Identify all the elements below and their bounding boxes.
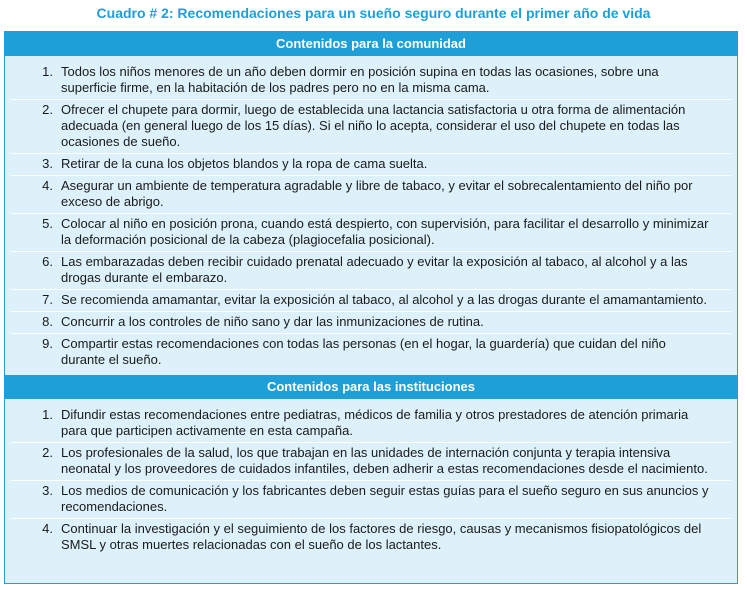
item-number: 7. <box>42 292 53 307</box>
item-text: Concurrir a los controles de niño sano y dar las inmunizaciones de rutina. <box>61 314 484 329</box>
item-number: 1. <box>42 407 53 422</box>
section-heading-community: Contenidos para la comunidad <box>5 32 737 56</box>
list-item <box>11 176 731 214</box>
list-item <box>11 62 731 100</box>
item-text: Ofrecer el chupete para dormir, luego de establecida una lactancia satisfactoria u otra forma de alimentación adecuada (en general luego de los 15 días). Si el niño lo acepta, considerar el uso del chupete en todas las ocasiones de sueño. <box>61 102 686 149</box>
list-item <box>11 100 731 154</box>
item-number: 4. <box>42 521 53 536</box>
item-text: Difundir estas recomendaciones entre pediatras, médicos de familia y otros prestadores de atención primaria para que participen activamente en esta campaña. <box>61 407 689 438</box>
item-number: 4. <box>42 178 53 193</box>
item-text: Las embarazadas deben recibir cuidado prenatal adecuado y evitar la exposición al tabaco, al alcohol y a las drogas durante el embarazo. <box>61 254 688 285</box>
list-item <box>11 405 731 443</box>
item-number: 2. <box>42 445 53 460</box>
item-text: Compartir estas recomendaciones con todas las personas (en el hogar, la guardería) que cuidan del niño durante el sueño. <box>61 336 666 367</box>
item-number: 6. <box>42 254 53 269</box>
item-text: Continuar la investigación y el seguimiento de los factores de riesgo, causas y mecanismos fisiopatológicos del SMSL y otras muertes relacionadas con el sueño de los lactantes. <box>61 521 702 552</box>
list-item <box>11 252 731 290</box>
item-text: Colocar al niño en posición prona, cuando está despierto, con supervisión, para facilitar el desarrollo y minimizar la deformación posicional de la cabeza (plagiocefalia posicional). <box>61 216 709 247</box>
item-number: 5. <box>42 216 53 231</box>
list-item <box>11 312 731 334</box>
list-item <box>11 443 731 481</box>
list-item <box>11 290 731 312</box>
institutions-list <box>5 399 737 560</box>
item-number: 9. <box>42 336 53 351</box>
item-number: 3. <box>42 156 53 171</box>
list-item <box>11 481 731 519</box>
item-text: Retirar de la cuna los objetos blandos y la ropa de cama suelta. <box>61 156 428 171</box>
item-text: Los medios de comunicación y los fabricantes deben seguir estas guías para el sueño seguro en sus anuncios y recomendaciones. <box>61 483 709 514</box>
item-number: 1. <box>42 64 53 79</box>
list-item <box>11 154 731 176</box>
table-title: Cuadro # 2: Recomendaciones para un sueño seguro durante el primer año de vida <box>96 5 651 21</box>
section-heading-institutions: Contenidos para las instituciones <box>5 375 737 399</box>
item-text: Los profesionales de la salud, los que trabajan en las unidades de internación conjunta y terapia intensiva neonatal y los proveedores de cuidados infantiles, deben adherir a estas recomendaciones desde el nacimiento. <box>61 445 708 476</box>
recommendations-table <box>4 31 738 584</box>
item-number: 2. <box>42 102 53 117</box>
item-text: Asegurar un ambiente de temperatura agradable y libre de tabaco, y evitar el sobrecalentamiento del niño por exceso de abrigo. <box>61 178 693 209</box>
item-number: 8. <box>42 314 53 329</box>
item-text: Se recomienda amamantar, evitar la exposición al tabaco, al alcohol y a las drogas durante el amamantamiento. <box>61 292 708 307</box>
list-item <box>11 214 731 252</box>
list-item <box>11 519 731 556</box>
item-number: 3. <box>42 483 53 498</box>
community-list <box>5 56 737 375</box>
item-text: Todos los niños menores de un año deben dormir en posición supina en todas las ocasiones, sobre una superficie firme, en la habitación de los padres pero no en la misma cama. <box>61 64 659 95</box>
list-item <box>11 334 731 371</box>
